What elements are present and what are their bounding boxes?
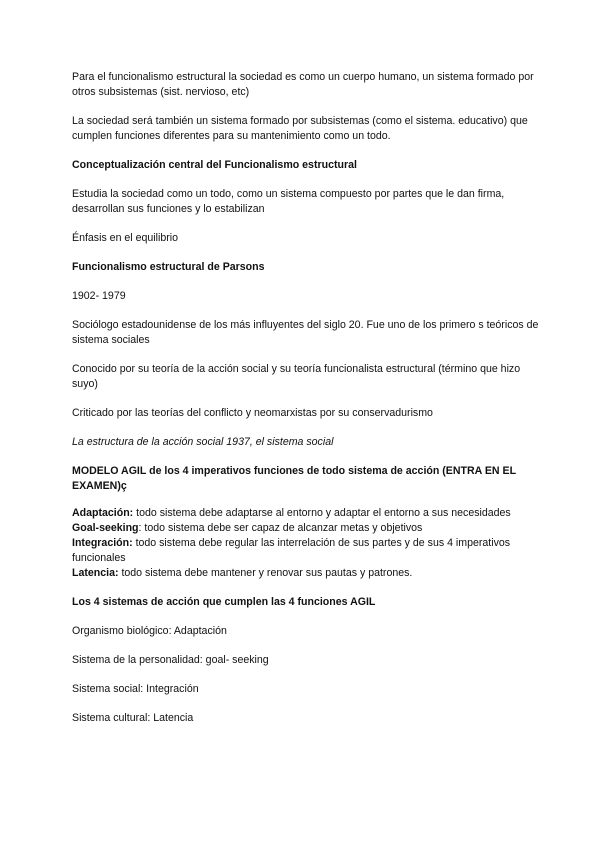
- agil-text: : todo sistema debe ser capaz de alcanzar metas y objetivos: [138, 522, 423, 534]
- agil-term: Adaptación:: [72, 507, 134, 519]
- agil-text: todo sistema debe regular las interrelación de sus partes y de sus 4 imperativos funcionales: [72, 537, 511, 564]
- paragraph-emphasis: Énfasis en el equilibrio: [72, 232, 178, 244]
- paragraph-sociologist: Sociólogo estadounidense de los más influyentes del siglo 20. Fue uno de los primero s teóricos de sistema sociales: [72, 319, 539, 346]
- list-item: Sistema cultural: Latencia: [72, 712, 194, 724]
- document-page: [72, 70, 542, 726]
- agil-text: todo sistema debe adaptarse al entorno y adaptar el entorno a sus necesidades: [133, 507, 511, 519]
- heading-conceptualization: Conceptualización central del Funcionalismo estructural: [72, 159, 357, 171]
- agil-item: [72, 506, 542, 521]
- heading-agil-model: MODELO AGIL de los 4 imperativos funciones de todo sistema de acción (ENTRA EN EL EXAMEN)ç: [72, 465, 516, 492]
- paragraph-study: Estudia la sociedad como un todo, como un sistema compuesto por partes que le dan firma, desarrollan sus funciones y lo estabilizan: [72, 188, 505, 215]
- paragraph-works: La estructura de la acción social 1937, el sistema social: [72, 436, 334, 448]
- agil-text: todo sistema debe mantener y renovar sus pautas y patrones.: [118, 567, 413, 579]
- agil-term: Integración:: [72, 537, 133, 549]
- list-item: Organismo biológico: Adaptación: [72, 625, 227, 637]
- list-item: Sistema social: Integración: [72, 683, 199, 695]
- paragraph-known-for: Conocido por su teoría de la acción social y su teoría funcionalista estructural (término que hizo suyo): [72, 363, 521, 390]
- paragraph-society-system: La sociedad será también un sistema formado por subsistemas (como el sistema. educativo) que cumplen funciones diferentes para su mantenimiento como un todo.: [72, 115, 528, 142]
- list-item: Sistema de la personalidad: goal- seeking: [72, 654, 269, 666]
- paragraph-intro: Para el funcionalismo estructural la sociedad es como un cuerpo humano, un sistema formado por otros subsistemas (sist. nervioso, etc): [72, 71, 534, 98]
- agil-item: [72, 521, 542, 536]
- heading-parsons: Funcionalismo estructural de Parsons: [72, 261, 265, 273]
- agil-list: [72, 506, 542, 581]
- agil-term: Latencia:: [72, 567, 119, 579]
- agil-item: [72, 536, 542, 566]
- paragraph-criticized: Criticado por las teorías del conflicto y neomarxistas por su conservadurismo: [72, 407, 433, 419]
- paragraph-dates: 1902- 1979: [72, 290, 126, 302]
- heading-four-systems: Los 4 sistemas de acción que cumplen las 4 funciones AGIL: [72, 596, 376, 608]
- agil-term: Goal-seeking: [72, 522, 139, 534]
- agil-item: [72, 566, 542, 581]
